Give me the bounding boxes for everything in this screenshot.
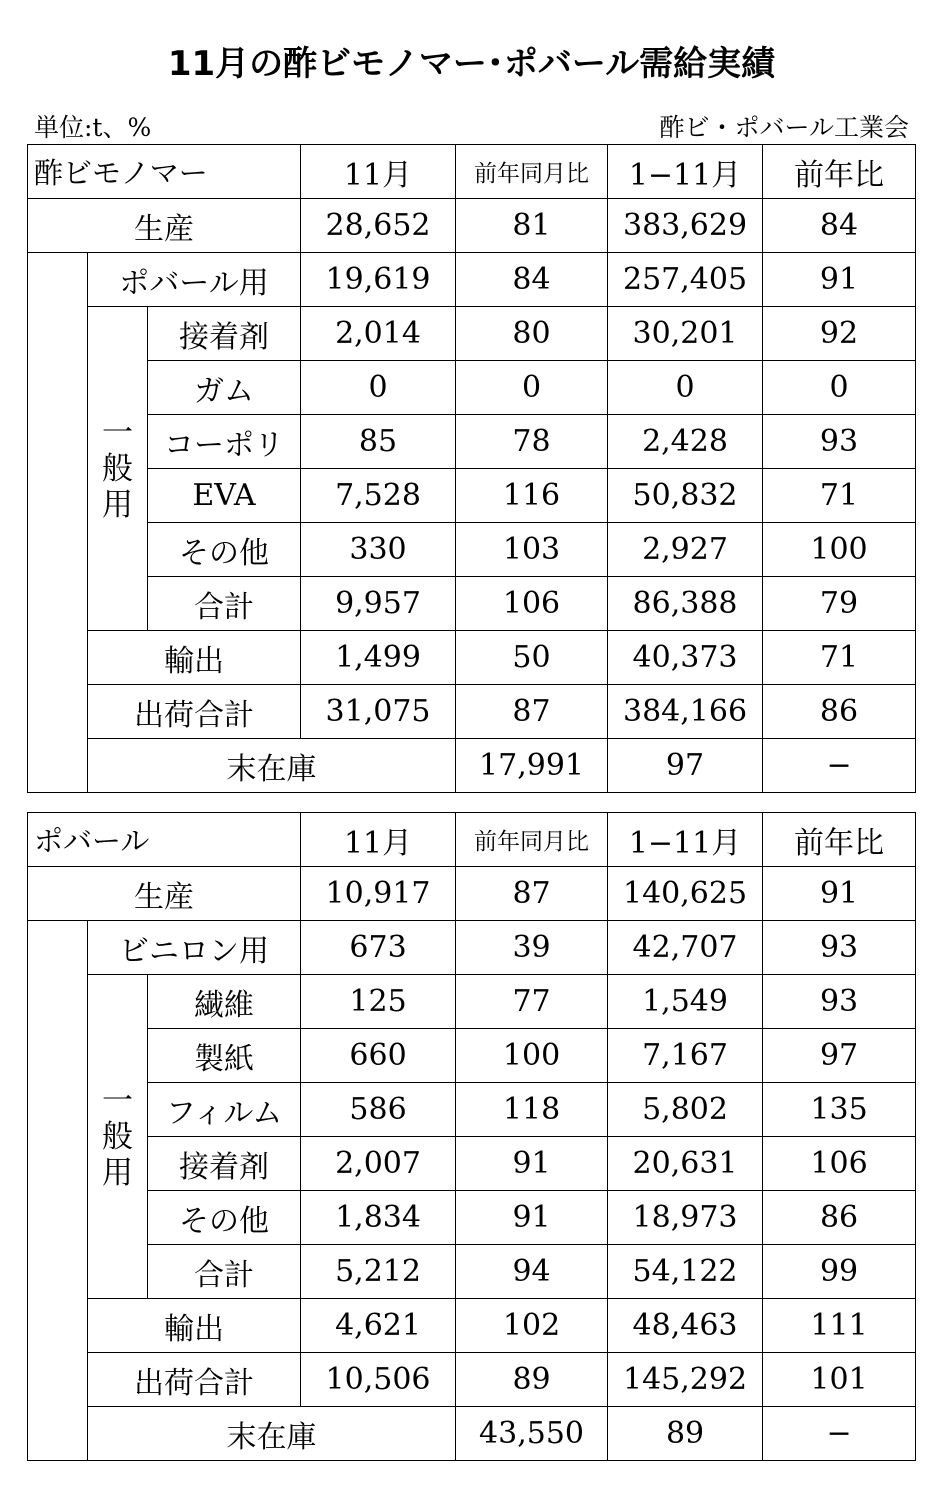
table-cell: 78 <box>456 415 608 469</box>
table-cell: 5,802 <box>608 1083 763 1137</box>
table-cell: 0 <box>301 361 456 415</box>
row-label: 輸出 <box>88 1299 301 1353</box>
table-cell: 85 <box>301 415 456 469</box>
table-cell: 93 <box>763 415 916 469</box>
row-label: 製紙 <box>148 1029 301 1083</box>
table-cell: 19,619 <box>301 253 456 307</box>
table-cell: 2,428 <box>608 415 763 469</box>
table-cell: 10,917 <box>301 867 456 921</box>
row-label: 接着剤 <box>148 1137 301 1191</box>
table-cell: 7,528 <box>301 469 456 523</box>
row-label: ガム <box>148 361 301 415</box>
table-row <box>28 1137 916 1191</box>
vam-table <box>27 144 916 793</box>
table-cell: 0 <box>763 361 916 415</box>
table-row <box>28 361 916 415</box>
group-label <box>88 975 148 1299</box>
row-label: 合計 <box>148 1245 301 1299</box>
row-label: フィルム <box>148 1083 301 1137</box>
table-cell: 97 <box>763 1029 916 1083</box>
table-cell: 71 <box>763 631 916 685</box>
group-label-char: 般 <box>102 450 133 487</box>
row-label: 末在庫 <box>88 739 456 793</box>
table-row <box>28 415 916 469</box>
column-header: 1−11月 <box>608 813 763 867</box>
column-header: 前年比 <box>763 145 916 199</box>
table-cell: 257,405 <box>608 253 763 307</box>
table-cell: 103 <box>456 523 608 577</box>
table-cell: 330 <box>301 523 456 577</box>
table-cell: 94 <box>456 1245 608 1299</box>
table-cell: 30,201 <box>608 307 763 361</box>
table-row <box>28 199 916 253</box>
table-cell: 2,927 <box>608 523 763 577</box>
row-label: 輸出 <box>88 631 301 685</box>
table-row <box>28 469 916 523</box>
table-cell: 28,652 <box>301 199 456 253</box>
column-header: 11月 <box>301 813 456 867</box>
source-label: 酢ビ・ポバール工業会 <box>659 113 909 142</box>
table-row <box>28 631 916 685</box>
group-label-char: 一 <box>102 414 133 451</box>
table-cell: 1,834 <box>301 1191 456 1245</box>
table-row <box>28 523 916 577</box>
table-cell: 43,550 <box>456 1407 608 1461</box>
table-row <box>28 685 916 739</box>
table-cell: 118 <box>456 1083 608 1137</box>
table-row <box>28 307 916 361</box>
table-row <box>28 921 916 975</box>
table-cell: − <box>763 739 916 793</box>
group-label-char: 般 <box>102 1118 133 1155</box>
row-label: 出荷合計 <box>88 1353 301 1407</box>
table-cell: 86,388 <box>608 577 763 631</box>
table-cell: 71 <box>763 469 916 523</box>
table-cell: 50 <box>456 631 608 685</box>
row-label: 繊維 <box>148 975 301 1029</box>
table-cell: 0 <box>456 361 608 415</box>
row-label: その他 <box>148 1191 301 1245</box>
group-label-char: 用 <box>102 486 133 523</box>
table-row <box>28 1245 916 1299</box>
column-header: 1−11月 <box>608 145 763 199</box>
table-cell: 2,014 <box>301 307 456 361</box>
row-label: 生産 <box>28 867 301 921</box>
table-header-row <box>28 813 916 867</box>
table-cell: 31,075 <box>301 685 456 739</box>
column-header: 前年同月比 <box>456 145 608 199</box>
table-cell: 93 <box>763 921 916 975</box>
table-cell: 77 <box>456 975 608 1029</box>
group-label-char: 一 <box>102 1082 133 1119</box>
table-cell: 10,506 <box>301 1353 456 1407</box>
table-cell: 93 <box>763 975 916 1029</box>
table-cell: 106 <box>456 577 608 631</box>
table-cell: 2,007 <box>301 1137 456 1191</box>
table-cell: 50,832 <box>608 469 763 523</box>
table-cell: 9,957 <box>301 577 456 631</box>
table-cell: 87 <box>456 685 608 739</box>
table-cell: 40,373 <box>608 631 763 685</box>
table-cell: 586 <box>301 1083 456 1137</box>
pva-table <box>27 812 916 1461</box>
table-cell: 54,122 <box>608 1245 763 1299</box>
table-row <box>28 1191 916 1245</box>
table-cell: 106 <box>763 1137 916 1191</box>
table-cell: 99 <box>763 1245 916 1299</box>
column-header: 前年比 <box>763 813 916 867</box>
row-label: 出荷合計 <box>88 685 301 739</box>
table-row <box>28 253 916 307</box>
group-label <box>88 307 148 631</box>
row-label: 末在庫 <box>88 1407 456 1461</box>
table-row <box>28 1299 916 1353</box>
table-row <box>28 577 916 631</box>
table-cell: 17,991 <box>456 739 608 793</box>
table-cell: 102 <box>456 1299 608 1353</box>
table-cell: 101 <box>763 1353 916 1407</box>
table-cell: 7,167 <box>608 1029 763 1083</box>
section-name: 酢ビモノマー <box>28 145 301 199</box>
table-cell: 89 <box>608 1407 763 1461</box>
table-cell: 97 <box>608 739 763 793</box>
column-header: 11月 <box>301 145 456 199</box>
table-cell: 81 <box>456 199 608 253</box>
table-cell: 100 <box>456 1029 608 1083</box>
table-cell: 660 <box>301 1029 456 1083</box>
table-row <box>28 739 916 793</box>
row-label: コーポリ <box>148 415 301 469</box>
row-label: 生産 <box>28 199 301 253</box>
section-name: ポバール <box>28 813 301 867</box>
table-row <box>28 1407 916 1461</box>
table-cell: 140,625 <box>608 867 763 921</box>
table-cell: 91 <box>456 1191 608 1245</box>
table-cell: 18,973 <box>608 1191 763 1245</box>
table-header-row <box>28 145 916 199</box>
table-cell: 116 <box>456 469 608 523</box>
table-cell: 0 <box>608 361 763 415</box>
table-cell: 100 <box>763 523 916 577</box>
table-cell: 79 <box>763 577 916 631</box>
table-cell: 135 <box>763 1083 916 1137</box>
table-row <box>28 975 916 1029</box>
table-cell: 91 <box>763 867 916 921</box>
indent-spacer <box>28 921 88 1461</box>
table-cell: 86 <box>763 1191 916 1245</box>
table-cell: 48,463 <box>608 1299 763 1353</box>
row-label: ポバール用 <box>88 253 301 307</box>
row-label: 接着剤 <box>148 307 301 361</box>
table-cell: − <box>763 1407 916 1461</box>
table-cell: 84 <box>456 253 608 307</box>
table-cell: 125 <box>301 975 456 1029</box>
table-cell: 673 <box>301 921 456 975</box>
unit-note: 単位:t、% <box>34 113 152 142</box>
table-cell: 86 <box>763 685 916 739</box>
table-row <box>28 867 916 921</box>
table-row <box>28 1083 916 1137</box>
table-cell: 89 <box>456 1353 608 1407</box>
table-row <box>28 1029 916 1083</box>
table-cell: 145,292 <box>608 1353 763 1407</box>
table-cell: 84 <box>763 199 916 253</box>
table-cell: 92 <box>763 307 916 361</box>
row-label: ビニロン用 <box>88 921 301 975</box>
table-row <box>28 1353 916 1407</box>
table-cell: 42,707 <box>608 921 763 975</box>
table-cell: 91 <box>763 253 916 307</box>
group-label-char: 用 <box>102 1154 133 1191</box>
page-title: 11月の酢ビモノマー･ポバール需給実績 <box>167 44 776 84</box>
table-cell: 111 <box>763 1299 916 1353</box>
row-label: EVA <box>148 469 301 523</box>
table-cell: 383,629 <box>608 199 763 253</box>
row-label: その他 <box>148 523 301 577</box>
row-label: 合計 <box>148 577 301 631</box>
table-cell: 39 <box>456 921 608 975</box>
indent-spacer <box>28 253 88 793</box>
table-cell: 80 <box>456 307 608 361</box>
table-cell: 91 <box>456 1137 608 1191</box>
column-header: 前年同月比 <box>456 813 608 867</box>
table-cell: 4,621 <box>301 1299 456 1353</box>
table-cell: 20,631 <box>608 1137 763 1191</box>
table-cell: 1,549 <box>608 975 763 1029</box>
table-cell: 5,212 <box>301 1245 456 1299</box>
table-cell: 87 <box>456 867 608 921</box>
table-cell: 1,499 <box>301 631 456 685</box>
table-cell: 384,166 <box>608 685 763 739</box>
